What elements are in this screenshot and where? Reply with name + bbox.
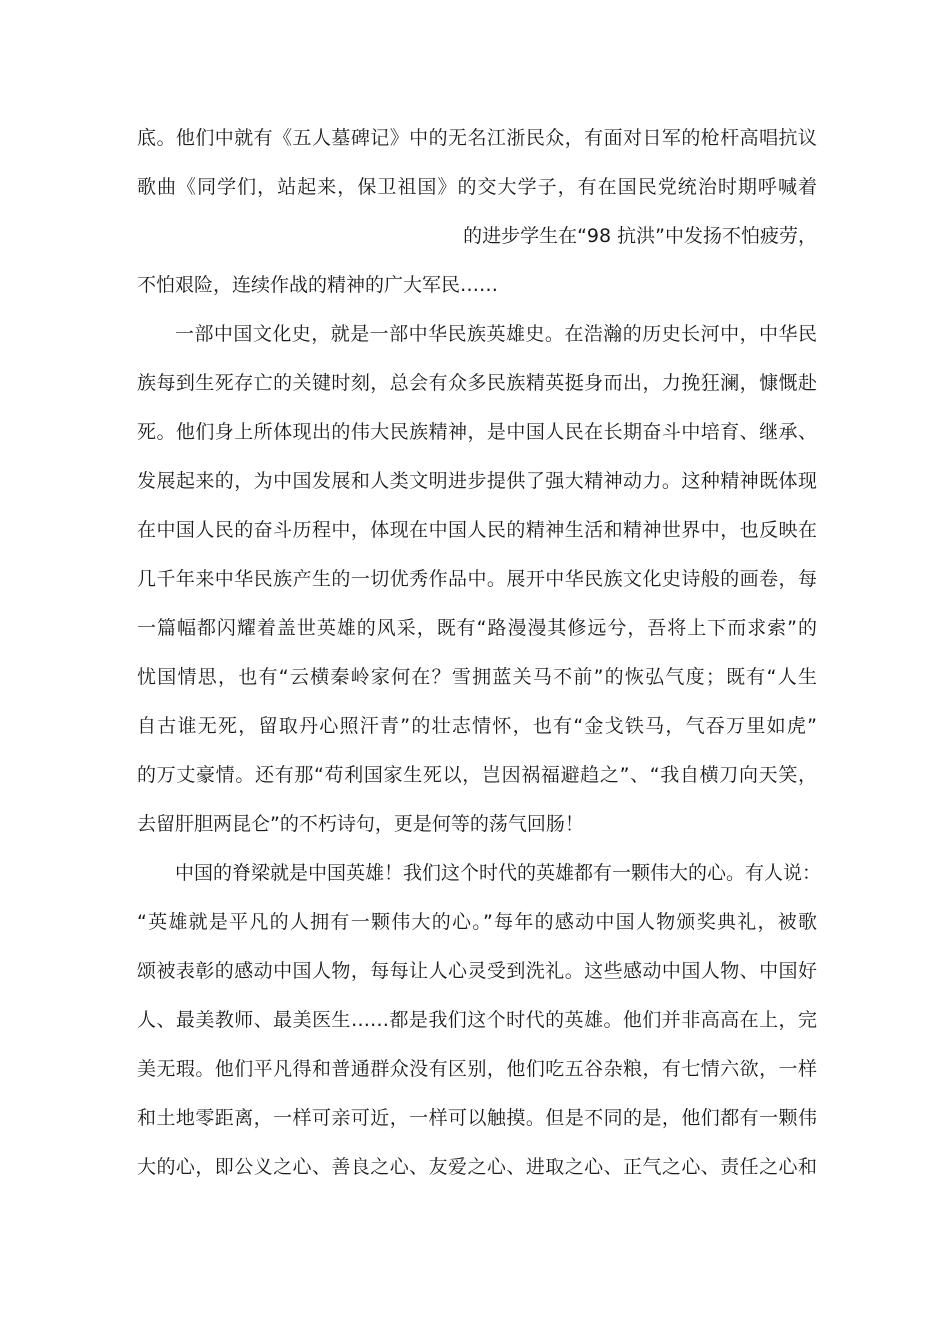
text-line: 忧国情思，也有“云横秦岭家何在？雪拥蓝关马不前”的恢弘气度；既有“人生 <box>137 666 817 688</box>
text-line: 和土地零距离，一样可亲可近，一样可以触摸。但是不同的是，他们都有一颗伟 <box>137 1107 817 1129</box>
text-line: 的万丈豪情。还有那“苟利国家生死以，岂因祸福避趋之”、“我自横刀向天笑， <box>137 764 817 786</box>
text-line: 大的心，即公义之心、善良之心、友爱之心、进取之心、正气之心、责任之心和 <box>137 1156 817 1178</box>
text-line: 底。他们中就有《五人墓碑记》中的无名江浙民众，有面对日军的枪杆高唱抗议 <box>137 127 817 149</box>
text-line: 在中国人民的奋斗历程中，体现在中国人民的精神生活和精神世界中，也反映在 <box>137 519 817 541</box>
text-line: 的进步学生在“98 抗洪”中发扬不怕疲劳， <box>463 225 817 247</box>
text-line: 去留肝胆两昆仑”的不朽诗句，更是何等的荡气回肠！ <box>137 813 584 835</box>
body-text <box>137 114 822 1192</box>
paragraph-first-line: 一部中国文化史，就是一部中华民族英雄史。在浩瀚的历史长河中，中华民 <box>175 323 817 345</box>
text-line: 发展起来的，为中国发展和人类文明进步提供了强大精神动力。这种精神既体现 <box>137 470 817 492</box>
paragraph-first-line: 中国的脊梁就是中国英雄！我们这个时代的英雄都有一颗伟大的心。有人说： <box>175 862 822 884</box>
text-line: 一篇幅都闪耀着盖世英雄的风采，既有“路漫漫其修远兮，吾将上下而求索”的 <box>137 617 817 639</box>
text-line: 族每到生死存亡的关键时刻，总会有众多民族精英挺身而出，力挽狂澜，慷慨赴 <box>137 372 817 394</box>
text-line: 不怕艰险，连续作战的精神的广大军民…… <box>137 274 499 296</box>
text-line: 死。他们身上所体现出的伟大民族精神，是中国人民在长期奋斗中培育、继承、 <box>137 421 817 443</box>
text-line: 人、最美教师、最美医生……都是我们这个时代的英雄。他们并非高高在上，完 <box>137 1009 817 1031</box>
text-line: 美无瑕。他们平凡得和普通群众没有区别，他们吃五谷杂粮，有七情六欲，一样 <box>137 1058 817 1080</box>
text-line: 歌曲《同学们，站起来，保卫祖国》的交大学子，有在国民党统治时期呼喊着 <box>137 176 817 198</box>
text-line: 颂被表彰的感动中国人物，每每让人心灵受到洗礼。这些感动中国人物、中国好 <box>137 960 817 982</box>
text-line: “英雄就是平凡的人拥有一颗伟大的心。”每年的感动中国人物颁奖典礼，被歌 <box>137 911 817 933</box>
text-line: 自古谁无死，留取丹心照汗青”的壮志情怀，也有“金戈铁马，气吞万里如虎” <box>137 715 817 737</box>
text-line: 几千年来中华民族产生的一切优秀作品中。展开中华民族文化史诗般的画卷，每 <box>137 568 817 590</box>
